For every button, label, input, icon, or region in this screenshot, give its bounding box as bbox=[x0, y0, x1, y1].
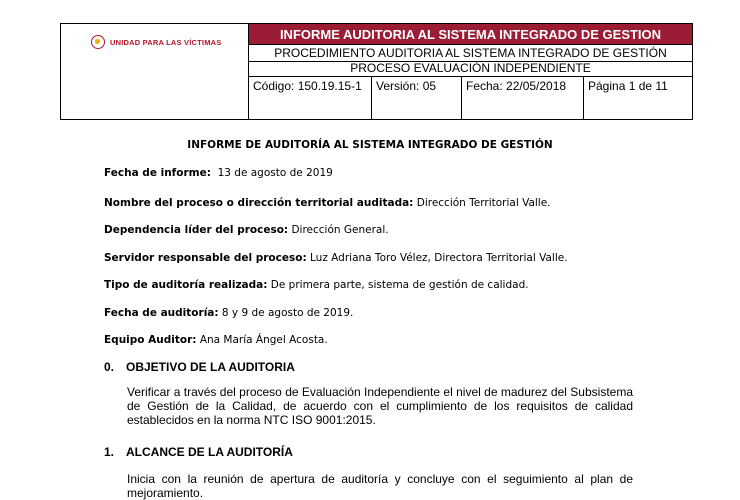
field-value: Dirección General. bbox=[288, 224, 389, 236]
section-text-objective: Verificar a través del proceso de Evaluación Independiente el nivel de madurez del Subsistema de Gestión de la Calidad, de acuerdo con el cumplimiento de los requisitos de calidad establecidos en la norma NTC ISO 9001:2015. bbox=[127, 385, 633, 427]
doc-version: Versión: 05 bbox=[371, 77, 461, 119]
section-heading-scope bbox=[104, 445, 293, 459]
document-header-table bbox=[60, 23, 693, 120]
logo-text: UNIDAD PARA LAS VÍCTIMAS bbox=[110, 37, 222, 47]
section-text-scope: Inicia con la reunión de apertura de auditoría y concluye con el seguimiento al plan de mejoramiento. bbox=[127, 472, 633, 500]
field-value: Luz Adriana Toro Vélez, Directora Territorial Valle. bbox=[306, 252, 568, 264]
field-audit-date bbox=[104, 307, 353, 319]
section-number: 0. bbox=[104, 360, 115, 374]
field-audit-team bbox=[104, 334, 328, 346]
field-responsible bbox=[104, 252, 568, 264]
header-meta-row bbox=[249, 77, 692, 119]
field-label: Servidor responsable del proceso: bbox=[104, 252, 307, 264]
field-label: Equipo Auditor: bbox=[104, 334, 197, 346]
field-label: Fecha de auditoría: bbox=[104, 307, 219, 319]
field-label: Nombre del proceso o dirección territorial auditada: bbox=[104, 197, 414, 209]
field-label: Fecha de informe: bbox=[104, 167, 211, 179]
seal-icon bbox=[91, 35, 105, 49]
field-label: Dependencia líder del proceso: bbox=[104, 224, 289, 236]
section-title: ALCANCE DE LA AUDITORÍA bbox=[126, 445, 293, 459]
field-label: Tipo de auditoría realizada: bbox=[104, 279, 268, 291]
field-value: Dirección Territorial Valle. bbox=[413, 197, 551, 209]
field-value: Ana María Ángel Acosta. bbox=[196, 334, 328, 346]
field-report-date bbox=[104, 167, 333, 179]
header-process: PROCESO EVALUACIÓN INDEPENDIENTE bbox=[249, 62, 692, 77]
header-procedure: PROCEDIMIENTO AUDITORIA AL SISTEMA INTEGRADO DE GESTIÓN bbox=[249, 45, 692, 62]
doc-code: Código: 150.19.15-1 bbox=[253, 79, 362, 93]
field-audit-type bbox=[104, 279, 529, 291]
field-value: 13 de agosto de 2019 bbox=[210, 167, 333, 179]
doc-page: Página 1 de 11 bbox=[583, 77, 690, 119]
header-title: INFORME AUDITORIA AL SISTEMA INTEGRADO DE GESTION bbox=[249, 24, 692, 45]
section-title: OBJETIVO DE LA AUDITORIA bbox=[126, 360, 295, 374]
field-audited-process bbox=[104, 197, 551, 209]
doc-date: Fecha: 22/05/2018 bbox=[461, 77, 583, 119]
unidad-victimas-logo bbox=[91, 35, 221, 49]
field-lead-dependency bbox=[104, 224, 389, 236]
section-heading-objective bbox=[104, 360, 295, 374]
field-value: 8 y 9 de agosto de 2019. bbox=[218, 307, 354, 319]
logo-cell bbox=[61, 24, 249, 119]
field-value: De primera parte, sistema de gestión de calidad. bbox=[267, 279, 529, 291]
section-number: 1. bbox=[104, 445, 115, 459]
document-title: INFORME DE AUDITORÍA AL SISTEMA INTEGRADO DE GESTIÓN bbox=[187, 139, 553, 151]
